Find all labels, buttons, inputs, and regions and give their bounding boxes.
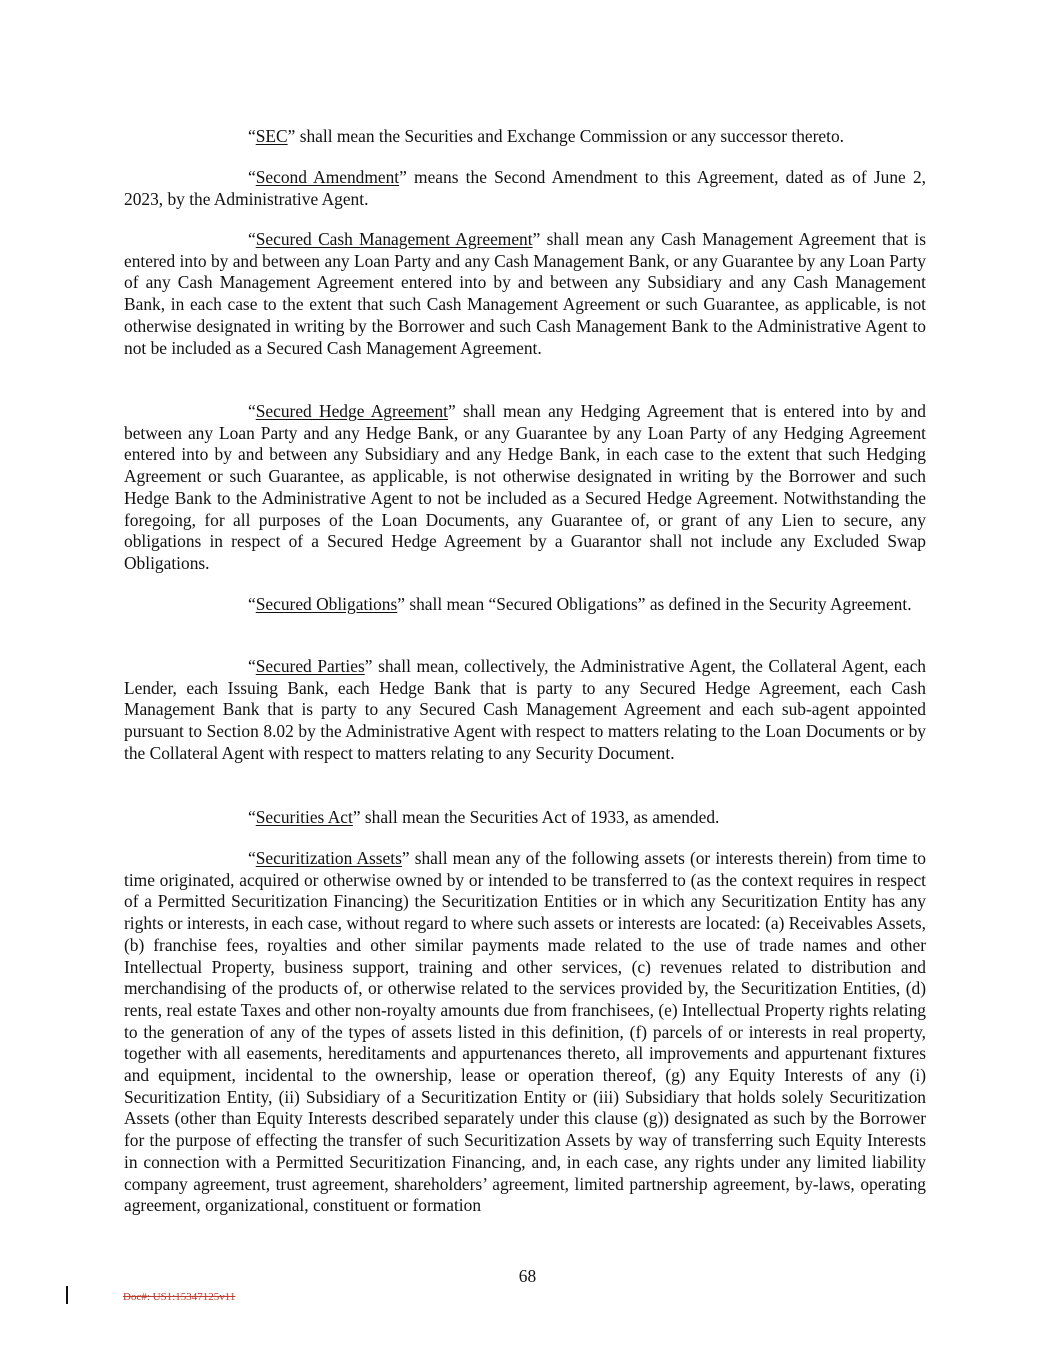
definition-secured-hedge-agreement: “Secured Hedge Agreement” shall mean any Hedging Agreement that is entered into by and between any Loan Party and any Hedge Bank, or any Guarantee by any Loan Party of any Hedging Agreement entered into by and between any Subsidiary and any Hedge Bank, in each case to the extent that such Hedging Agreement or such Guarantee, as applicable, is not otherwise designated in writing by the Borrower and such Hedge Bank to the Administrative Agent to not be included as a Secured Hedge Agreement. Notwithstanding the foregoing, for all purposes of the Loan Documents, any Guarantee of, or grant of any Lien to secure, any obligations in respect of a Secured Hedge Agreement by a Guarantor shall not include any Excluded Swap Obligations.	[124, 401, 927, 573]
page-number: 68	[518, 1266, 537, 1286]
document-id: Doc#: US1:15347125v11	[123, 1291, 236, 1303]
definition-secured-cash-management-agreement: “Secured Cash Management Agreement” shall mean any Cash Management Agreement that is entered into by and between any Loan Party and any Cash Management Bank, or any Guarantee by any Loan Party of any Cash Management Agreement entered into by and between any Subsidiary and any Cash Management Bank, in each case to the extent that such Cash Management Agreement or such Guarantee, as applicable, is not otherwise designated in writing by the Borrower and such Cash Management Bank to the Administrative Agent to not be included as a Secured Cash Management Agreement.	[124, 229, 926, 358]
term-secured-parties: Secured Parties	[255, 656, 365, 676]
term-secured-cash-management-agreement: Secured Cash Management Agreement	[255, 229, 533, 249]
definition-secured-parties: “Secured Parties” shall mean, collectively, the Administrative Agent, the Collateral Agent, each Lender, each Issuing Bank, each Hedge Bank that is party to any Secured Hedge Agreement, each Cash Management Bank that is party to any Secured Cash Management Agreement and each sub-agent appointed pursuant to Section 8.02 by the Administrative Agent with respect to matters relating to the Loan Documents or by the Collateral Agent with respect to matters relating to any Security Document.	[124, 656, 926, 763]
definition-securities-act: “Securities Act” shall mean the Securities Act of 1933, as amended.	[248, 807, 720, 827]
term-secured-hedge-agreement: Secured Hedge Agreement	[255, 401, 448, 421]
definition-secured-obligations: “Secured Obligations” shall mean “Secured Obligations” as defined in the Security Agreement.	[248, 594, 912, 614]
change-bar	[66, 1286, 68, 1304]
definition-securitization-assets: “Securitization Assets” shall mean any of the following assets (or interests therein) from time to time originated, acquired or otherwise owned by or intended to be transferred to (as the context requires in respect of a Permitted Securitization Financing) the Securitization Entities or in which any Securitization Entity has any rights or interests, in each case, without regard to where such assets or interests are located: (a) Receivables Assets, (b) franchise fees, royalties and other similar payments made related to the use of trade names and other Intellectual Property, business support, training and other services, (c) revenues related to distribution and merchandising of the products of, or otherwise related to the services provided by, the Securitization Entities, (d) rents, real estate Taxes and other non-royalty amounts due from franchisees, (e) Intellectual Property rights relating to the generation of any of the types of assets listed in this definition, (f) parcels of or interests in real property, together with all easements, hereditaments and appurtenances thereto, all improvements and appurtenant fixtures and equipment, incidental to the ownership, lease or operation thereof, (g) any Equity Interests of any (i) Securitization Entity, (ii) Subsidiary of a Securitization Entity or (iii) Subsidiary that holds solely Securitization Assets (other than Equity Interests described separately under this clause (g)) designated as such by the Borrower for the purpose of effecting the transfer of such Securitization Assets by way of transferring such Equity Interests in connection with a Permitted Securitization Financing, and, in each case, any rights under any limited liability company agreement, trust agreement, shareholders’ agreement, limited partnership agreement, by-laws, operating agreement, organizational, constituent or formation	[124, 848, 926, 1216]
term-sec: SEC	[255, 126, 288, 146]
definition-second-amendment: “Second Amendment” means the Second Amendment to this Agreement, dated as of June 2, 2023, by the Administrative Agent.	[124, 167, 926, 209]
definition-sec: “SEC” shall mean the Securities and Exchange Commission or any successor thereto.	[248, 126, 844, 146]
term-secured-obligations: Secured Obligations	[255, 594, 398, 614]
term-securitization-assets: Securitization Assets	[255, 848, 402, 868]
term-securities-act: Securities Act	[255, 807, 353, 827]
term-second-amendment: Second Amendment	[255, 167, 400, 187]
